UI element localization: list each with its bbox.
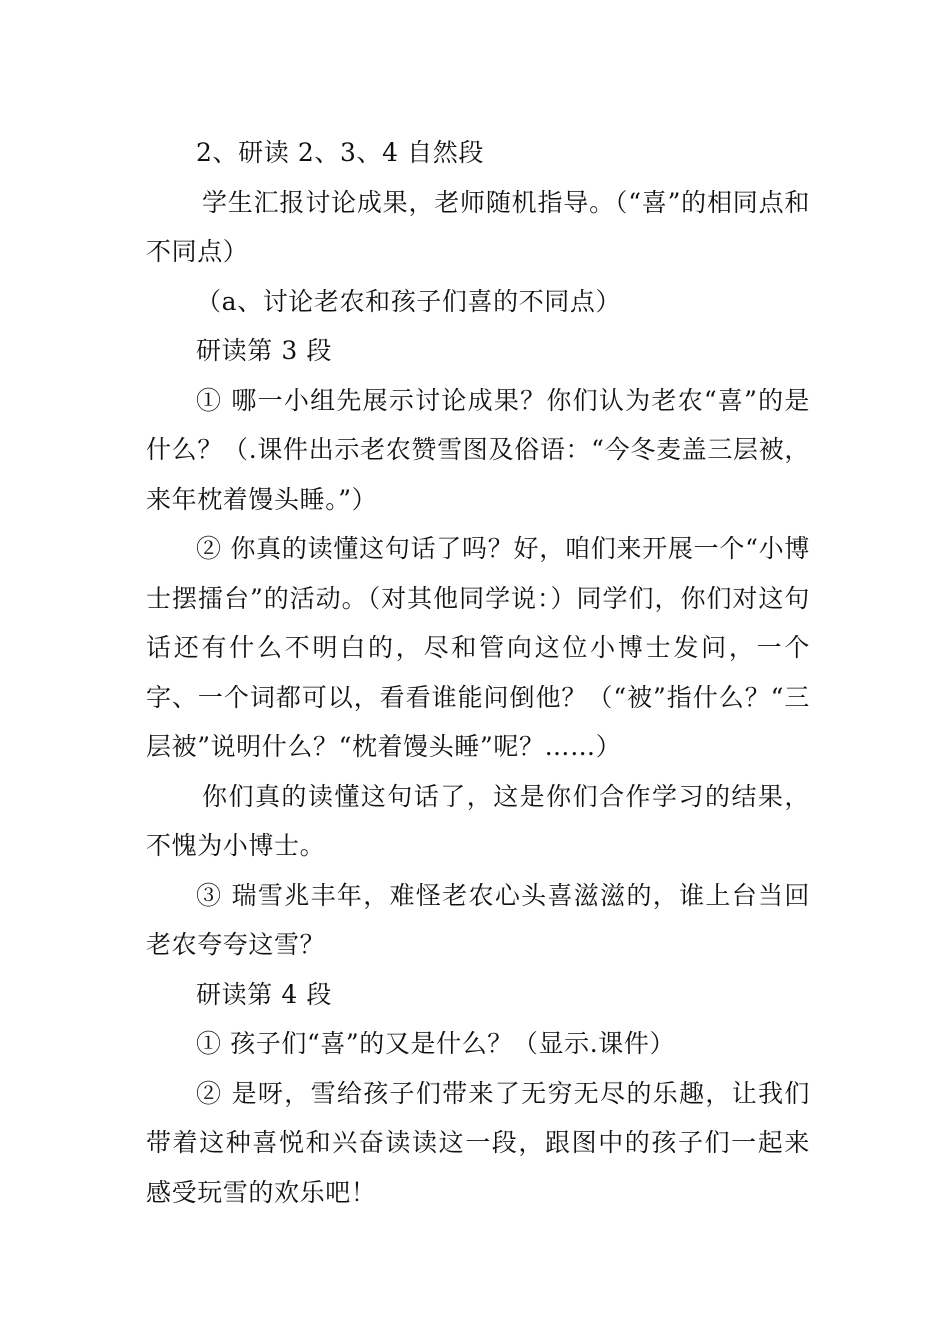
paragraph: ① 哪一小组先展示讨论成果？你们认为老农“喜”的是什么？（.课件出示老农赞雪图及俗语：“今冬麦盖三层被，来年枕着馒头睡。”） [146,385,810,514]
paragraph: （a、讨论老农和孩子们喜的不同点） [196,286,622,316]
section-heading: 2、研读 2、3、4 自然段 [196,138,484,167]
paragraph: ② 是呀，雪给孩子们带来了无穷无尽的乐趣，让我们带着这种喜悦和兴奋读读这一段，跟图中的孩子们一起来感受玩雪的欢乐吧！ [146,1078,810,1207]
subsection-heading: 研读第 3 段 [196,336,332,365]
paragraph: 学生汇报讨论成果，老师随机指导。（“喜”的相同点和不同点） [146,187,810,266]
paragraph: 你们真的读懂这句话了，这是你们合作学习的结果，不愧为小博士。 [146,781,810,860]
paragraph: ③ 瑞雪兆丰年，难怪老农心头喜滋滋的，谁上台当回老农夸夸这雪？ [146,880,810,959]
paragraph: ② 你真的读懂这句话了吗？好，咱们来开展一个“小博士摆擂台”的活动。（对其他同学说：）同学们，你们对这句话还有什么不明白的，尽和管向这位小博士发问，一个字、一个词都可以，看看谁能问倒他？（“被”指什么？“三层被”说明什么？“枕着馒头睡”呢？……） [146,534,810,761]
document-body [146,128,810,1217]
paragraph: ① 孩子们“喜”的又是什么？（显示.课件） [196,1029,676,1058]
subsection-heading: 研读第 4 段 [196,979,332,1009]
